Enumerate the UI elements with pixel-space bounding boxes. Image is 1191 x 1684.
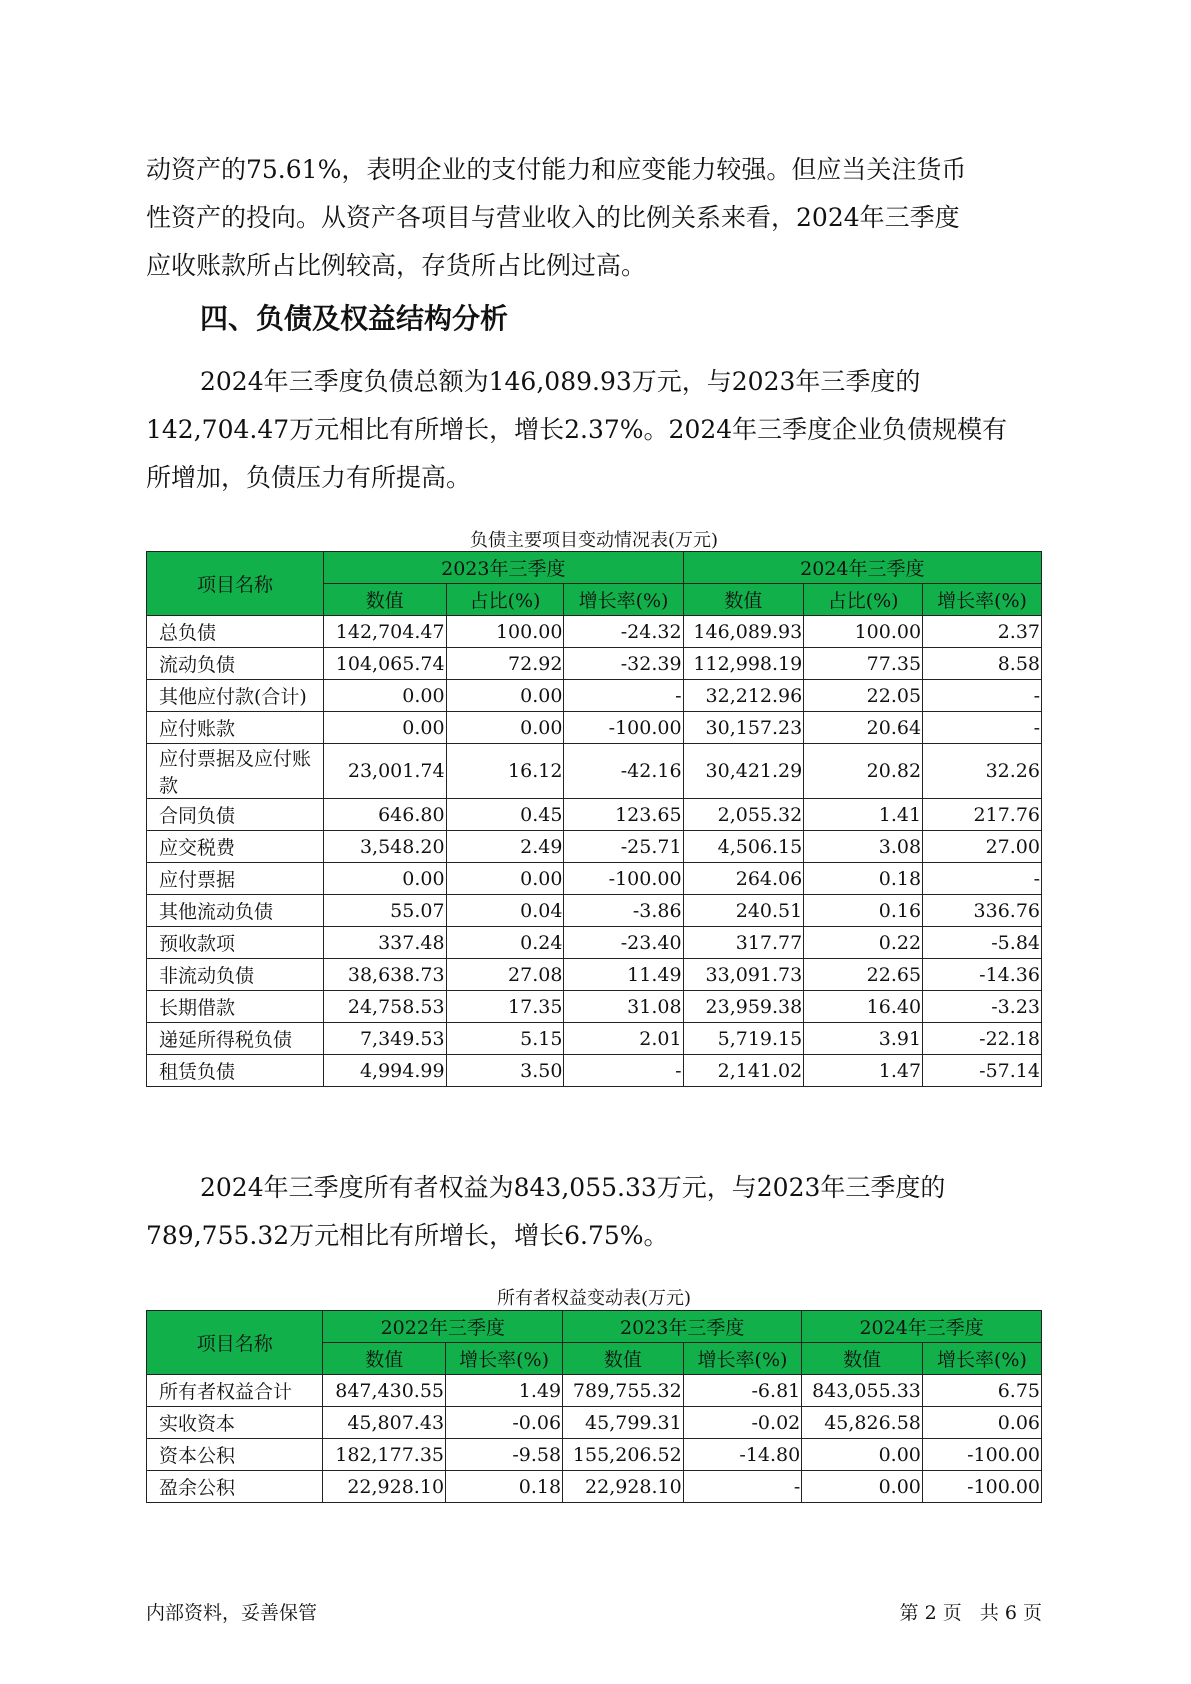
table-cell: 72.92 (446, 648, 564, 680)
col-header-name: 项目名称 (147, 552, 324, 616)
table-cell: 27.08 (446, 959, 564, 991)
table-cell: -14.80 (683, 1439, 802, 1471)
col-header-name: 项目名称 (147, 1311, 323, 1375)
period-header: 2024年三季度 (683, 552, 1041, 584)
table-cell: 38,638.73 (324, 959, 447, 991)
table-cell: 0.00 (446, 680, 564, 712)
sub-header: 增长率(%) (564, 584, 683, 616)
table-cell: 0.00 (324, 712, 447, 744)
row-label: 流动负债 (147, 648, 324, 680)
table-cell: 23,959.38 (683, 991, 804, 1023)
table-cell: - (683, 1471, 802, 1503)
table-cell: 3,548.20 (324, 831, 447, 863)
row-label: 其他流动负债 (147, 895, 324, 927)
table-cell: -57.14 (923, 1055, 1042, 1087)
table-cell: 142,704.47 (324, 616, 447, 648)
table-cell: 16.12 (446, 744, 564, 799)
sub-header: 占比(%) (804, 584, 923, 616)
row-label: 应付票据 (147, 863, 324, 895)
table-row (147, 1023, 1042, 1055)
period-header: 2023年三季度 (324, 552, 684, 584)
table-cell: 2.01 (564, 1023, 683, 1055)
table-row (147, 927, 1042, 959)
table-cell: 0.24 (446, 927, 564, 959)
table-cell: 55.07 (324, 895, 447, 927)
table-row (147, 799, 1042, 831)
table-cell: 24,758.53 (324, 991, 447, 1023)
table-cell: 0.06 (922, 1407, 1041, 1439)
table-cell: 0.00 (324, 680, 447, 712)
equity-line: 789,755.32万元相比有所增长，增长6.75%。 (146, 1221, 669, 1250)
row-label: 实收资本 (147, 1407, 323, 1439)
table-cell: 217.76 (923, 799, 1042, 831)
table-cell: - (923, 712, 1042, 744)
table-cell: 104,065.74 (324, 648, 447, 680)
row-label: 租赁负债 (147, 1055, 324, 1087)
table-row (147, 712, 1042, 744)
table-row (147, 648, 1042, 680)
table-cell: 2,141.02 (683, 1055, 804, 1087)
liability-table-body (147, 616, 1042, 1087)
table-row (147, 616, 1042, 648)
table-row (147, 1375, 1042, 1407)
table-cell: 7,349.53 (324, 1023, 447, 1055)
liability-line: 2024年三季度负债总额为146,089.93万元，与2023年三季度的 (200, 367, 921, 396)
table-cell: -100.00 (922, 1439, 1041, 1471)
table-cell: 30,157.23 (683, 712, 804, 744)
table-cell: 112,998.19 (683, 648, 804, 680)
liability-paragraph (146, 358, 1046, 502)
table-row (147, 1055, 1042, 1087)
row-label: 资本公积 (147, 1439, 323, 1471)
table-cell: 5.15 (446, 1023, 564, 1055)
table-cell: 0.00 (446, 863, 564, 895)
liability-table (146, 551, 1042, 1087)
table-cell: 1.47 (804, 1055, 923, 1087)
row-label: 应付账款 (147, 712, 324, 744)
table-cell: - (564, 680, 683, 712)
table-cell: 0.16 (804, 895, 923, 927)
table-cell: 100.00 (446, 616, 564, 648)
table-cell: 0.04 (446, 895, 564, 927)
table-row (147, 863, 1042, 895)
table-cell: 317.77 (683, 927, 804, 959)
table-cell: 847,430.55 (323, 1375, 446, 1407)
table-cell: 32.26 (923, 744, 1042, 799)
row-label: 合同负债 (147, 799, 324, 831)
period-header: 2024年三季度 (802, 1311, 1042, 1343)
table-cell: -100.00 (564, 712, 683, 744)
table-cell: 2.37 (923, 616, 1042, 648)
row-label: 总负债 (147, 616, 324, 648)
period-header: 2023年三季度 (563, 1311, 802, 1343)
liability-table-caption: 负债主要项目变动情况表(万元) (469, 530, 719, 551)
equity-table-caption: 所有者权益变动表(万元) (496, 1288, 692, 1309)
period-header: 2022年三季度 (323, 1311, 563, 1343)
table-cell: 45,807.43 (323, 1407, 446, 1439)
table-cell: 31.08 (564, 991, 683, 1023)
table-cell: -0.06 (446, 1407, 563, 1439)
table-cell: 0.45 (446, 799, 564, 831)
sub-header: 增长率(%) (683, 1343, 802, 1375)
table-cell: 20.82 (804, 744, 923, 799)
table-cell: 4,506.15 (683, 831, 804, 863)
table-cell: 2,055.32 (683, 799, 804, 831)
table-cell: 11.49 (564, 959, 683, 991)
table-cell: 33,091.73 (683, 959, 804, 991)
table-cell: 22.65 (804, 959, 923, 991)
table-cell: 182,177.35 (323, 1439, 446, 1471)
sub-header: 数值 (563, 1343, 684, 1375)
sub-header: 数值 (323, 1343, 446, 1375)
table-cell: 0.00 (802, 1439, 923, 1471)
table-cell: 843,055.33 (802, 1375, 923, 1407)
table-cell: 5,719.15 (683, 1023, 804, 1055)
sub-header: 数值 (683, 584, 804, 616)
table-cell: 0.00 (324, 863, 447, 895)
row-label: 盈余公积 (147, 1471, 323, 1503)
table-cell: 45,826.58 (802, 1407, 923, 1439)
table-cell: 45,799.31 (563, 1407, 684, 1439)
table-cell: 4,994.99 (324, 1055, 447, 1087)
table-cell: 2.49 (446, 831, 564, 863)
sub-header: 增长率(%) (923, 584, 1042, 616)
table-cell: 155,206.52 (563, 1439, 684, 1471)
equity-line: 2024年三季度所有者权益为843,055.33万元，与2023年三季度的 (200, 1173, 946, 1202)
table-cell: -32.39 (564, 648, 683, 680)
table-cell: 264.06 (683, 863, 804, 895)
table-cell: 336.76 (923, 895, 1042, 927)
table-cell: -14.36 (923, 959, 1042, 991)
table-cell: -0.02 (683, 1407, 802, 1439)
table-cell: -6.81 (683, 1375, 802, 1407)
table-cell: 17.35 (446, 991, 564, 1023)
row-label: 应交税费 (147, 831, 324, 863)
table-cell: 22.05 (804, 680, 923, 712)
table-cell: 3.08 (804, 831, 923, 863)
table-cell: -9.58 (446, 1439, 563, 1471)
row-label: 递延所得税负债 (147, 1023, 324, 1055)
equity-table (146, 1310, 1042, 1503)
footer-left: 内部资料，妥善保管 (146, 1602, 318, 1624)
table-cell: -42.16 (564, 744, 683, 799)
sub-header: 占比(%) (446, 584, 564, 616)
table-row (147, 1439, 1042, 1471)
table-cell: 337.48 (324, 927, 447, 959)
footer-page-number: 第 2 页 共 6 页 (899, 1602, 1042, 1624)
table-cell: -3.23 (923, 991, 1042, 1023)
table-cell: 22,928.10 (323, 1471, 446, 1503)
table-row (147, 1407, 1042, 1439)
intro-paragraph (146, 146, 1046, 290)
table-cell: - (923, 680, 1042, 712)
table-cell: 146,089.93 (683, 616, 804, 648)
intro-line: 性资产的投向。从资产各项目与营业收入的比例关系来看，2024年三季度 (146, 203, 960, 232)
row-label: 其他应付款(合计) (147, 680, 324, 712)
section-heading: 四、负债及权益结构分析 (200, 302, 509, 335)
sub-header: 增长率(%) (922, 1343, 1041, 1375)
table-cell: 646.80 (324, 799, 447, 831)
table-row (147, 895, 1042, 927)
table-cell: -3.86 (564, 895, 683, 927)
table-cell: 0.00 (446, 712, 564, 744)
table-row (147, 1471, 1042, 1503)
table-cell: -5.84 (923, 927, 1042, 959)
row-label: 长期借款 (147, 991, 324, 1023)
table-cell: - (564, 1055, 683, 1087)
table-cell: -24.32 (564, 616, 683, 648)
table-cell: 240.51 (683, 895, 804, 927)
liability-line: 142,704.47万元相比有所增长，增长2.37%。2024年三季度企业负债规模有 (146, 415, 1008, 444)
intro-line: 应收账款所占比例较高，存货所占比例过高。 (146, 251, 647, 280)
table-cell: 0.22 (804, 927, 923, 959)
table-cell: 30,421.29 (683, 744, 804, 799)
sub-header: 增长率(%) (446, 1343, 563, 1375)
table-cell: -100.00 (564, 863, 683, 895)
table-cell: 0.18 (446, 1471, 563, 1503)
table-cell: 789,755.32 (563, 1375, 684, 1407)
table-row (147, 680, 1042, 712)
table-cell: -100.00 (922, 1471, 1041, 1503)
table-cell: -23.40 (564, 927, 683, 959)
table-cell: 27.00 (923, 831, 1042, 863)
sub-header: 数值 (324, 584, 447, 616)
table-cell: 8.58 (923, 648, 1042, 680)
row-label: 所有者权益合计 (147, 1375, 323, 1407)
table-cell: 3.91 (804, 1023, 923, 1055)
table-cell: 0.00 (802, 1471, 923, 1503)
table-cell: 23,001.74 (324, 744, 447, 799)
table-cell: 6.75 (922, 1375, 1041, 1407)
table-cell: 123.65 (564, 799, 683, 831)
table-cell: 1.41 (804, 799, 923, 831)
table-cell: 100.00 (804, 616, 923, 648)
table-cell: 77.35 (804, 648, 923, 680)
intro-line: 动资产的75.61%，表明企业的支付能力和应变能力较强。但应当关注货币 (146, 155, 967, 184)
table-cell: 16.40 (804, 991, 923, 1023)
table-cell: 20.64 (804, 712, 923, 744)
table-cell: 0.18 (804, 863, 923, 895)
table-cell: - (923, 863, 1042, 895)
table-cell: -22.18 (923, 1023, 1042, 1055)
equity-table-body (147, 1375, 1042, 1503)
liability-line: 所增加，负债压力有所提高。 (146, 463, 472, 492)
table-row (147, 831, 1042, 863)
table-cell: 22,928.10 (563, 1471, 684, 1503)
sub-header: 数值 (802, 1343, 923, 1375)
row-label: 应付票据及应付账款 (147, 744, 324, 799)
table-cell: -25.71 (564, 831, 683, 863)
table-row (147, 991, 1042, 1023)
table-cell: 32,212.96 (683, 680, 804, 712)
row-label: 非流动负债 (147, 959, 324, 991)
equity-paragraph (146, 1164, 1046, 1260)
table-cell: 3.50 (446, 1055, 564, 1087)
row-label: 预收款项 (147, 927, 324, 959)
table-row (147, 744, 1042, 799)
table-row (147, 959, 1042, 991)
table-cell: 1.49 (446, 1375, 563, 1407)
